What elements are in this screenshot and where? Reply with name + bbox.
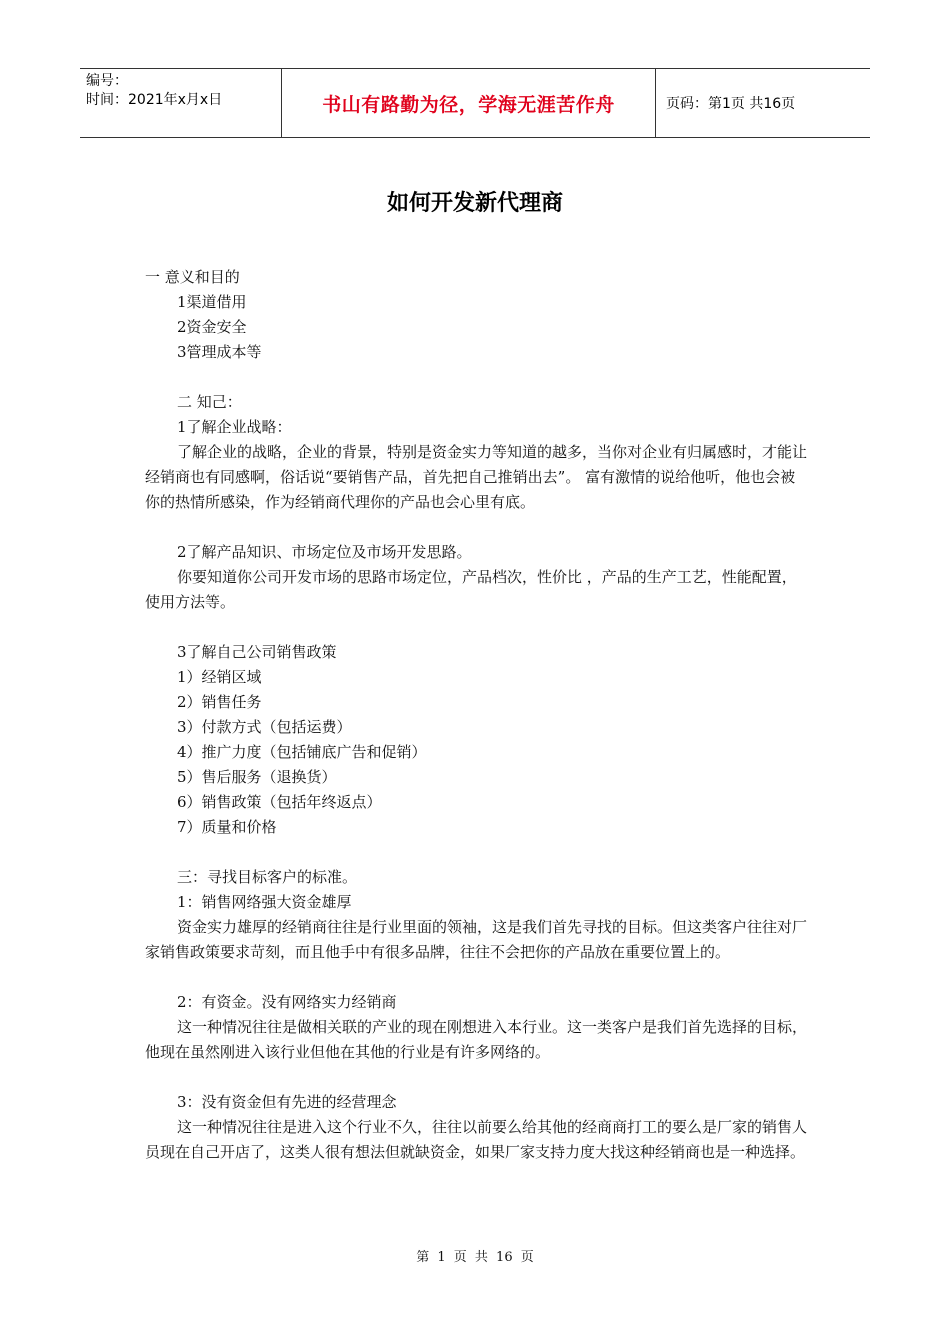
number-label: 编号： [86,73,128,89]
subsection-heading: 1了解企业战略： [177,418,292,436]
body-paragraph: 这一种情况往往是进入这个行业不久，往往以前要么给其他的经商商打工的要么是厂家的销售人员现在自己开店了，这类人很有想法但就缺资金，如果厂家支持力度大找这种经销商也是一种选择。 [145,1118,808,1161]
list-item: 2）销售任务 [177,693,262,711]
page-footer: 第 1 页 共 16 页 [416,1250,534,1265]
subsection-heading: 2：有资金。没有网络实力经销商 [177,993,397,1011]
list-item: 3）付款方式（包括运费） [177,718,352,736]
list-item: 3管理成本等 [177,343,262,361]
list-item: 4）推广力度（包括铺底广告和促销） [177,743,427,761]
header-motto: 书山有路勤为径，学海无涯苦作舟 [282,69,656,137]
header-meta [80,69,282,137]
subsection-heading: 3：没有资金但有先进的经营理念 [177,1093,397,1111]
document-header [80,68,870,138]
section-heading: 二 知己： [177,393,242,411]
section-heading: 一 意义和目的 [145,268,240,286]
section-heading: 三：寻找目标客户的标准。 [177,868,358,886]
body-paragraph: 了解企业的战略，企业的背景，特别是资金实力等知道的越多，当你对企业有归属感时，才能让经销商也有同感啊，俗话说“要销售产品，首先把自己推销出去”。 富有激情的说给他听，他也会被你的热情所感染，作为经销商代理你的产品也会心里有底。 [145,443,808,511]
time-label: 时间：2021年x月x日 [86,92,223,108]
body-paragraph: 资金实力雄厚的经销商往往是行业里面的领袖，这是我们首先寻找的目标。但这类客户往往对厂家销售政策要求苛刻，而且他手中有很多品牌，往往不会把你的产品放在重要位置上的。 [145,918,808,961]
body-paragraph: 你要知道你公司开发市场的思路市场定位，产品档次，性价比 ，产品的生产工艺，性能配置，使用方法等。 [145,568,797,611]
list-item: 6）销售政策（包括年终返点） [177,793,382,811]
list-item: 5）售后服务（退换货） [177,768,337,786]
subsection-heading: 1：销售网络强大资金雄厚 [177,893,352,911]
list-item: 7）质量和价格 [177,818,277,836]
header-page-info: 页码：第1页 共16页 [666,96,796,112]
subsection-heading: 3了解自己公司销售政策 [177,643,337,661]
list-item: 1）经销区域 [177,668,262,686]
list-item: 2资金安全 [177,318,247,336]
list-item: 1渠道借用 [177,293,247,311]
body-paragraph: 这一种情况往往是做相关联的产业的现在刚想进入本行业。这一类客户是我们首先选择的目标，他现在虽然刚进入该行业但他在其他的行业是有许多网络的。 [145,1018,808,1061]
document-body [145,265,810,1165]
document-title: 如何开发新代理商 [386,191,563,216]
subsection-heading: 2了解产品知识、市场定位及市场开发思路。 [177,543,472,561]
